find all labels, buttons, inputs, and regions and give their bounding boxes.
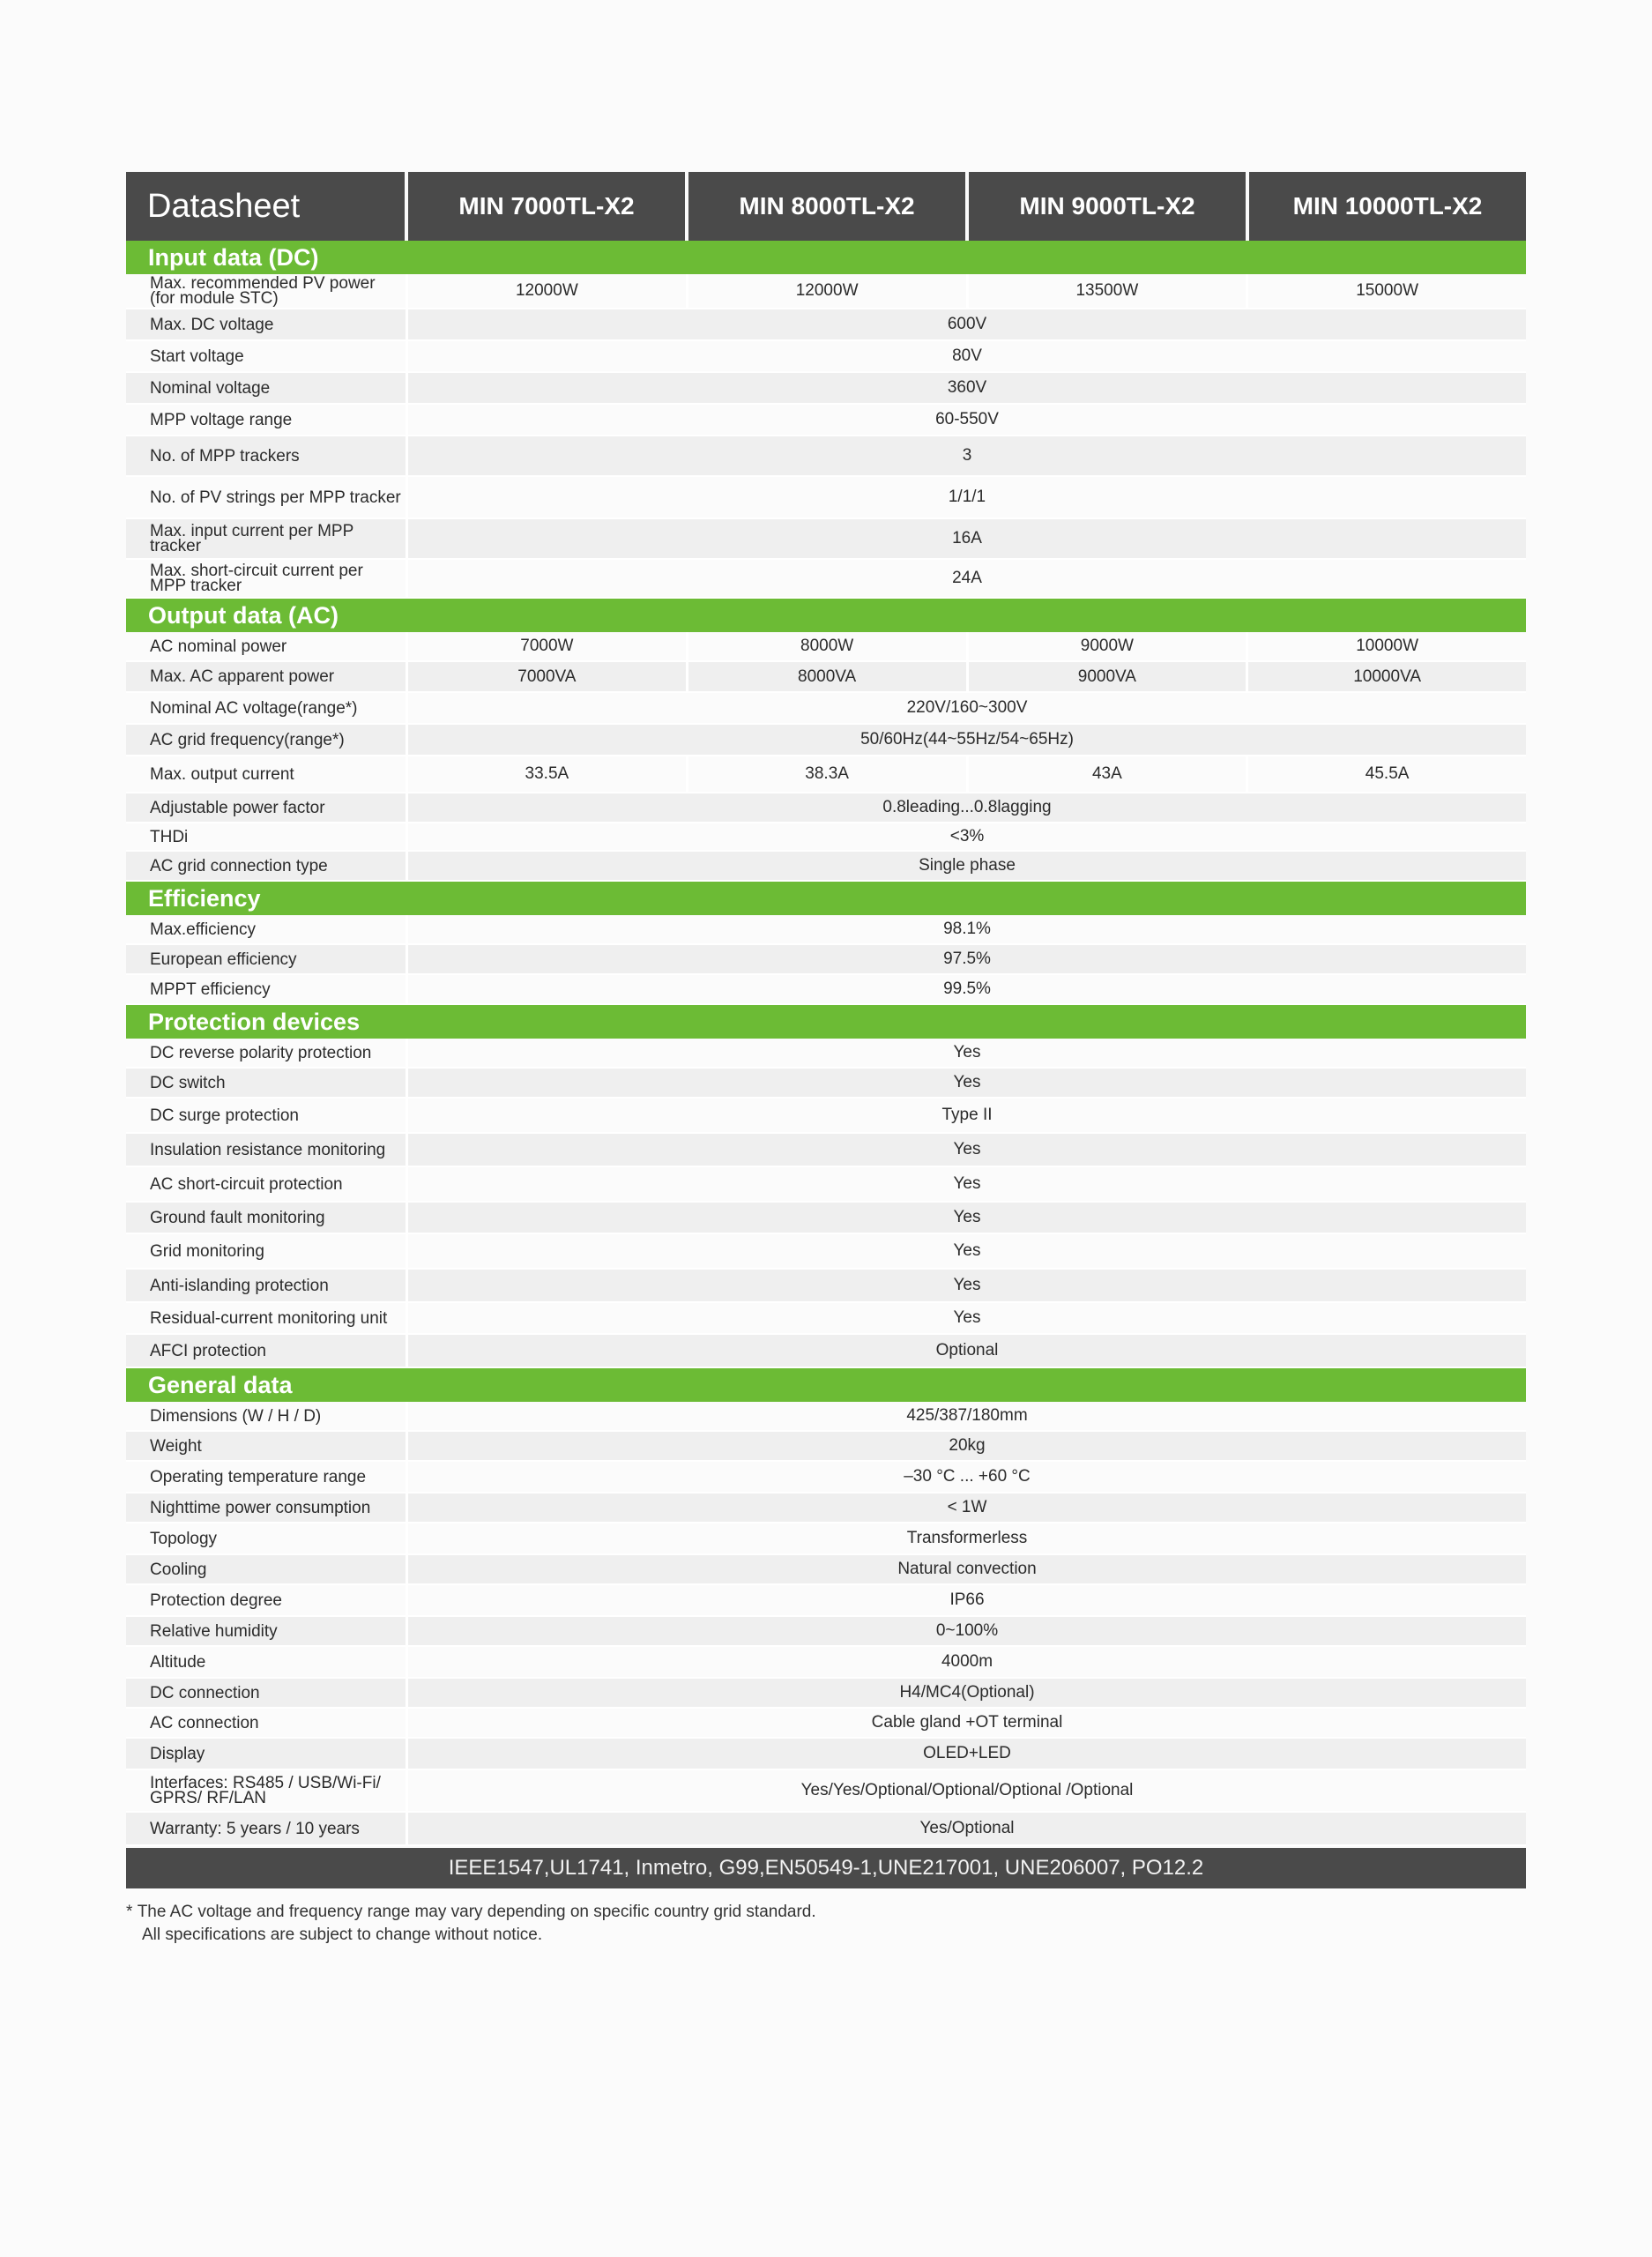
table-row: [126, 945, 1526, 975]
row-value: 600V: [947, 315, 987, 333]
table-row: [126, 1739, 1526, 1770]
row-value: Yes/Optional: [919, 1819, 1015, 1837]
table-row: [126, 662, 1526, 693]
row-value: 60-550V: [935, 410, 999, 428]
row-label: DC surge protection: [126, 1099, 408, 1132]
row-value: 7000W: [408, 632, 688, 660]
row-label: AC connection: [126, 1709, 408, 1737]
row-label: Weight: [126, 1432, 408, 1460]
table-row: [126, 560, 1526, 599]
table-row: [126, 405, 1526, 436]
row-label: Display: [126, 1739, 408, 1769]
table-row: [126, 1432, 1526, 1462]
table-row: [126, 477, 1526, 519]
row-label: Max. DC voltage: [126, 309, 408, 339]
table-row: [126, 1679, 1526, 1709]
table-row: [126, 519, 1526, 560]
row-value: 0~100%: [935, 1621, 999, 1640]
section-heading: Output data (AC): [126, 599, 1526, 632]
row-value: 38.3A: [688, 756, 969, 792]
model-column-header: MIN 7000TL-X2: [408, 172, 688, 241]
row-label: Max. output current: [126, 756, 408, 792]
table-row: [126, 341, 1526, 373]
row-value: 4000m: [941, 1652, 993, 1671]
table-row: [126, 1647, 1526, 1679]
row-value: 97.5%: [943, 950, 991, 968]
row-value: Yes: [953, 1276, 981, 1294]
row-label: THDi: [126, 823, 408, 850]
row-label: DC switch: [126, 1069, 408, 1097]
model-column-header: MIN 9000TL-X2: [969, 172, 1249, 241]
row-value: 9000W: [969, 632, 1249, 660]
table-row: [126, 725, 1526, 756]
row-label: Ground fault monitoring: [126, 1203, 408, 1233]
row-value: Yes: [953, 1073, 981, 1091]
row-value: 1/1/1: [948, 488, 986, 506]
row-label: Residual-current monitoring unit: [126, 1303, 408, 1333]
row-value: 33.5A: [408, 756, 688, 792]
table-row: [126, 1402, 1526, 1432]
row-label: Altitude: [126, 1647, 408, 1677]
table-row: [126, 1099, 1526, 1134]
model-column-header: MIN 8000TL-X2: [688, 172, 969, 241]
table-row: [126, 852, 1526, 882]
row-label: Nominal voltage: [126, 373, 408, 403]
row-value: 16A: [952, 529, 982, 547]
row-value: 50/60Hz(44~55Hz/54~65Hz): [860, 730, 1074, 749]
table-row: [126, 1770, 1526, 1813]
row-label: Max.efficiency: [126, 915, 408, 943]
row-value: Optional: [935, 1341, 999, 1359]
table-row: [126, 793, 1526, 823]
table-row: [126, 1813, 1526, 1846]
datasheet-title: Datasheet: [126, 172, 408, 241]
row-value: 24A: [952, 569, 982, 587]
row-label: Cooling: [126, 1555, 408, 1583]
table-row: [126, 1234, 1526, 1270]
row-value: 8000VA: [688, 662, 969, 691]
footnote-line: All specifications are subject to change without notice.: [142, 1926, 543, 1944]
row-value: < 1W: [947, 1498, 987, 1516]
row-value: Yes: [953, 1140, 981, 1158]
row-label: Protection degree: [126, 1585, 408, 1615]
table-row: [126, 1617, 1526, 1647]
row-value: 220V/160~300V: [906, 698, 1028, 717]
row-value: 20kg: [949, 1436, 986, 1455]
row-label: No. of MPP trackers: [126, 436, 408, 475]
row-value: 13500W: [969, 274, 1249, 308]
row-label: Interfaces: RS485 / USB/Wi-Fi/ GPRS/ RF/LAN: [126, 1770, 408, 1811]
row-value: Yes/Yes/Optional/Optional/Optional /Optional: [800, 1781, 1134, 1799]
footnotes: [126, 1901, 1526, 1947]
datasheet-table: [126, 172, 1526, 1947]
row-label: Topology: [126, 1523, 408, 1553]
row-value: 7000VA: [408, 662, 688, 691]
table-row: [126, 1709, 1526, 1739]
row-label: Max. AC apparent power: [126, 662, 408, 691]
section-heading: Input data (DC): [126, 241, 1526, 274]
row-value: 15000W: [1356, 281, 1419, 300]
table-row: [126, 373, 1526, 405]
row-label: Relative humidity: [126, 1617, 408, 1645]
row-label: Adjustable power factor: [126, 793, 408, 822]
table-row: [126, 1203, 1526, 1234]
table-row: [126, 1555, 1526, 1585]
row-value: 10000VA: [1353, 667, 1422, 686]
row-label: Max. recommended PV power (for module STC): [126, 274, 408, 308]
row-value: Yes: [953, 1174, 981, 1193]
row-value: IP66: [949, 1590, 985, 1609]
row-label: AC grid connection type: [126, 852, 408, 880]
row-value: –30 °C ... +60 °C: [904, 1467, 1031, 1486]
table-row: [126, 693, 1526, 725]
row-value: Yes: [953, 1308, 981, 1327]
row-label: AFCI protection: [126, 1335, 408, 1367]
table-row: [126, 1585, 1526, 1617]
row-value: Type II: [941, 1106, 993, 1124]
table-row: [126, 274, 1526, 309]
row-label: No. of PV strings per MPP tracker: [126, 477, 408, 518]
row-label: MPPT efficiency: [126, 975, 408, 1003]
row-label: Anti-islanding protection: [126, 1270, 408, 1301]
row-label: Warranty: 5 years / 10 years: [126, 1813, 408, 1844]
table-row: [126, 915, 1526, 945]
table-body: [126, 241, 1526, 1846]
row-value: 9000VA: [969, 662, 1249, 691]
table-row: [126, 436, 1526, 477]
row-value: 99.5%: [943, 980, 991, 998]
table-row: [126, 309, 1526, 341]
row-label: AC short-circuit protection: [126, 1167, 408, 1201]
row-value: 98.1%: [943, 920, 991, 938]
row-label: Nighttime power consumption: [126, 1493, 408, 1522]
row-label: Dimensions (W / H / D): [126, 1402, 408, 1430]
table-row: [126, 823, 1526, 852]
row-label: Grid monitoring: [126, 1234, 408, 1268]
row-value: Natural convection: [897, 1560, 1037, 1578]
row-value: Transformerless: [906, 1529, 1028, 1547]
row-value: Yes: [953, 1208, 981, 1226]
row-value: Cable gland +OT terminal: [871, 1713, 1063, 1732]
row-value: 80V: [952, 346, 982, 365]
table-header: [126, 172, 1526, 241]
row-value: 360V: [947, 378, 987, 397]
table-row: [126, 1270, 1526, 1303]
row-label: DC reverse polarity protection: [126, 1039, 408, 1067]
row-label: Operating temperature range: [126, 1462, 408, 1492]
row-value: Yes: [953, 1241, 981, 1260]
table-row: [126, 1303, 1526, 1335]
table-row: [126, 632, 1526, 662]
row-label: Max. input current per MPP tracker: [126, 519, 408, 558]
table-row: [126, 1462, 1526, 1493]
row-label: MPP voltage range: [126, 405, 408, 435]
table-row: [126, 1335, 1526, 1368]
model-column-header: MIN 10000TL-X2: [1292, 192, 1483, 220]
row-value: 3: [962, 446, 972, 465]
table-row: [126, 1167, 1526, 1203]
footnote-line: The AC voltage and frequency range may vary depending on specific country grid standard.: [137, 1903, 816, 1921]
row-label: DC connection: [126, 1679, 408, 1707]
row-label: European efficiency: [126, 945, 408, 973]
row-label: Start voltage: [126, 341, 408, 371]
row-value: H4/MC4(Optional): [899, 1683, 1035, 1702]
row-value: 12000W: [408, 274, 688, 308]
row-value: 0.8leading...0.8lagging: [882, 798, 1052, 816]
row-value: 43A: [969, 756, 1249, 792]
section-heading: Protection devices: [126, 1005, 1526, 1039]
row-value: Yes: [953, 1043, 981, 1061]
section-heading: Efficiency: [126, 882, 1526, 915]
row-value: 8000W: [688, 632, 969, 660]
row-label: Insulation resistance monitoring: [126, 1134, 408, 1166]
table-row: [126, 1134, 1526, 1167]
row-label: Max. short-circuit current per MPP tracker: [126, 560, 408, 597]
table-row: [126, 1523, 1526, 1555]
row-value: <3%: [949, 827, 985, 845]
table-row: [126, 1493, 1526, 1523]
table-row: [126, 1069, 1526, 1099]
row-value: 45.5A: [1365, 764, 1410, 783]
table-row: [126, 975, 1526, 1005]
row-value: 425/387/180mm: [906, 1406, 1028, 1425]
row-value: 10000W: [1356, 637, 1419, 655]
row-value: Single phase: [919, 856, 1016, 875]
row-label: AC grid frequency(range*): [126, 725, 408, 755]
row-value: 12000W: [688, 274, 969, 308]
table-row: [126, 756, 1526, 793]
row-label: Nominal AC voltage(range*): [126, 693, 408, 723]
row-label: AC nominal power: [126, 632, 408, 660]
certifications-bar: IEEE1547,UL1741, Inmetro, G99,EN50549-1,UNE217001, UNE206007, PO12.2: [126, 1848, 1526, 1888]
footnote-marker: *: [126, 1903, 133, 1921]
section-heading: General data: [126, 1368, 1526, 1402]
table-row: [126, 1039, 1526, 1069]
row-value: OLED+LED: [923, 1744, 1011, 1762]
